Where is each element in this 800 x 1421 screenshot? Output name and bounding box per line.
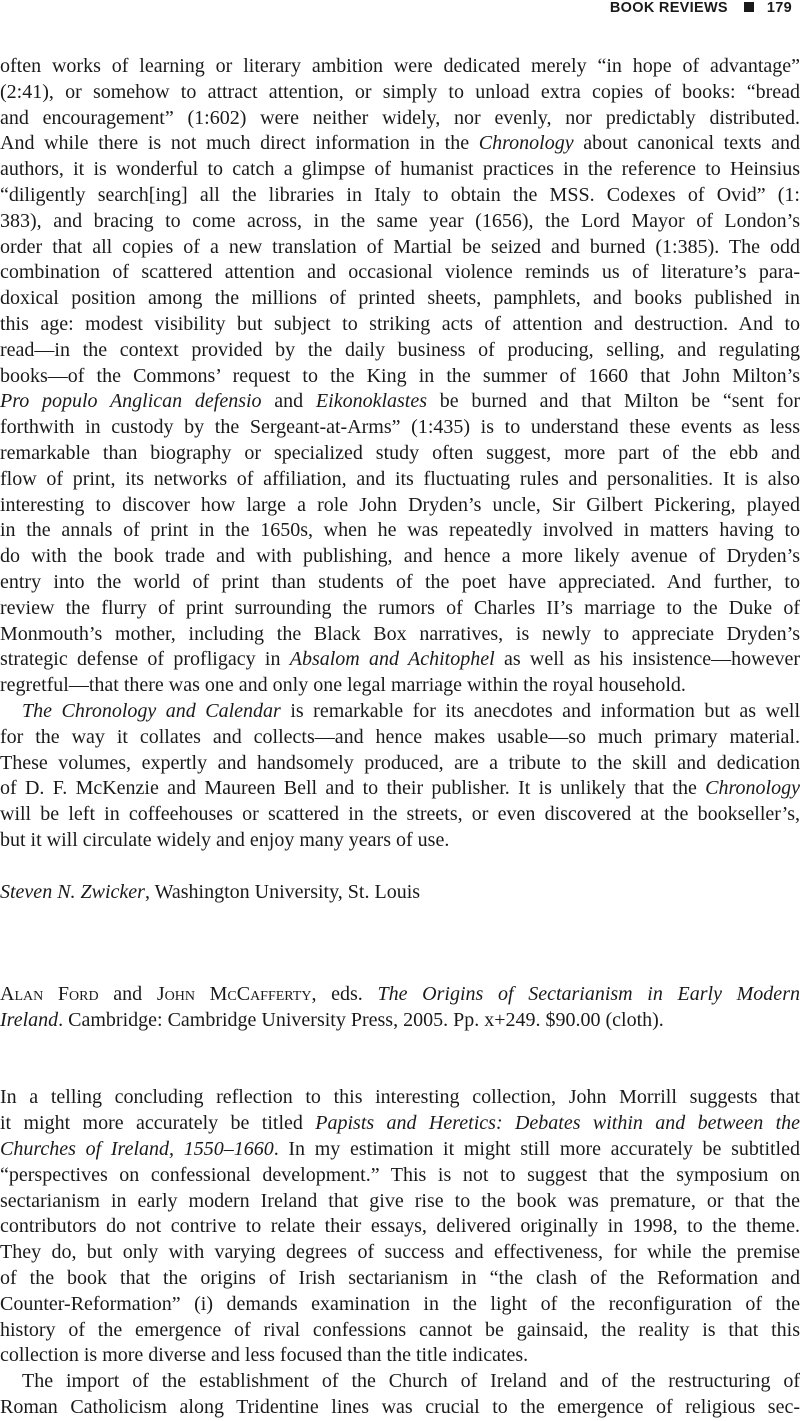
- text-line: sectarianism in early modern Ireland that give rise to the book was premature, or that the: [0, 1189, 800, 1212]
- text-line: will be left in coffeehouses or scattered in the streets, or even discovered at the bookseller’s,: [0, 803, 800, 826]
- editor-name: John McCafferty: [156, 983, 312, 1006]
- text-line: combination of scattered attention and occasional violence reminds us of literature’s para-: [0, 261, 800, 284]
- text-line: often works of learning or literary ambition were dedicated merely “in hope of advantage”: [0, 55, 800, 77]
- reviewer-affiliation: , Washington University, St. Louis: [144, 880, 421, 903]
- text-line: Roman Catholicism along Tridentine lines was crucial to the emergence of religious sec-: [0, 1396, 800, 1419]
- text-line: The import of the establishment of the Church of Ireland and of the restructuring of: [22, 1370, 800, 1393]
- book-title: The Origins of Sectarianism in Early Modern: [377, 983, 800, 1006]
- review-2-paragraph-2: [0, 1369, 800, 1421]
- text-line: read—in the context provided by the daily business of producing, selling, and regulating: [0, 338, 800, 361]
- text-line: In a telling concluding reflection to this interesting collection, John Morrill suggests that: [0, 1086, 800, 1109]
- text-line: but it will circulate widely and enjoy many years of use.: [0, 828, 450, 851]
- text-line: And while there is not much direct information in the Chronology about canonical texts and: [0, 132, 800, 155]
- text-line: do with the book trade and with publishing, and hence a more likely avenue of Dryden’s: [0, 545, 800, 568]
- page-number: 179: [766, 0, 792, 16]
- italic-title: Chronology: [705, 777, 800, 800]
- text-line: (2:41), or somehow to attract attention, or simply to unload extra copies of books: “bread: [0, 80, 800, 103]
- text-line: history of the emergence of rival confessions cannot be gainsaid, the reality is that this: [0, 1318, 800, 1341]
- text-line: Counter-Reformation” (i) demands examination in the light of the reconfiguration of the: [0, 1292, 800, 1315]
- text-line: authors, it is wonderful to catch a glimpse of humanist practices in the reference to Heinsius: [0, 158, 800, 181]
- italic-title: Pro populo Anglican defensio: [0, 390, 262, 413]
- text-line: regretful—that there was one and only one legal marriage within the royal household.: [0, 674, 686, 697]
- running-head: [610, 0, 792, 22]
- text-line: of D. F. McKenzie and Maureen Bell and to their publisher. It is unlikely that the Chronology: [0, 777, 800, 800]
- text-line: contributors do not contrive to relate their essays, delivered originally in 1998, to the theme.: [0, 1215, 800, 1238]
- text-line: and encouragement” (1:602) were neither widely, nor evenly, nor predictably distributed.: [0, 106, 800, 129]
- reviewer-signature: [0, 880, 800, 906]
- square-separator-icon: [744, 2, 754, 12]
- text-line: The Chronology and Calendar is remarkable for its anecdotes and information but as well: [22, 699, 800, 722]
- text-line: review the flurry of print surrounding the rumors of Charles II’s marriage to the Duke of: [0, 596, 800, 619]
- text-line: forthwith in custody by the Sergeant-at-Arms” (1:435) is to understand these events as less: [0, 416, 800, 439]
- italic-title: Papists and Heretics: Debates within and between the: [315, 1112, 800, 1135]
- reviewer-name: Steven N. Zwicker: [0, 880, 145, 903]
- text-line: strategic defense of profligacy in Absalom and Achitophel as well as his insistence—however: [0, 648, 800, 671]
- article-body: [0, 54, 800, 1421]
- text-line: These volumes, expertly and handsomely produced, are a tribute to the skill and dedication: [0, 751, 800, 774]
- text-line: Alan Ford and John McCafferty, eds. The Origins of Sectarianism in Early Modern: [0, 983, 800, 1006]
- spacer: [0, 854, 800, 880]
- section-title: BOOK REVIEWS: [609, 0, 728, 16]
- text-line: They do, but only with varying degrees of success and effectiveness, for while the premise: [0, 1241, 800, 1264]
- italic-title: Eikonoklastes: [315, 390, 428, 413]
- text-line: it might more accurately be titled Papists and Heretics: Debates within and between the: [0, 1112, 800, 1135]
- italic-title: The Chronology and Calendar: [22, 699, 281, 722]
- spacer: [0, 905, 800, 982]
- book-title: Ireland: [0, 1009, 59, 1032]
- text-line: doxical position among the millions of printed sheets, pamphlets, and books published in: [0, 287, 800, 310]
- text-line: in the annals of print in the 1650s, when he was repeatedly involved in matters having to: [0, 519, 800, 542]
- text-line: interesting to discover how large a role John Dryden’s uncle, Sir Gilbert Pickering, played: [0, 493, 800, 516]
- text-line: for the way it collates and collects—and hence makes usable—so much primary material.: [0, 725, 800, 748]
- italic-title: Chronology: [478, 132, 574, 155]
- review-1-paragraph-2: [0, 699, 800, 854]
- text-line: Monmouth’s mother, including the Black Box narratives, is newly to appreciate Dryden’s: [0, 622, 800, 645]
- review-2-paragraph-1: [0, 1085, 800, 1369]
- review-2-heading: [0, 982, 800, 1034]
- text-line: entry into the world of print than students of the poet have appreciated. And further, to: [0, 570, 800, 593]
- text-line: order that all copies of a new translation of Martial be seized and burned (1:385). The odd: [0, 235, 800, 258]
- text-line: remarkable than biography or specialized study often suggest, more part of the ebb and: [0, 441, 800, 464]
- italic-title: Absalom and Achitophel: [289, 648, 495, 671]
- text-line: [0, 1008, 800, 1034]
- review-1-paragraph-1: [0, 54, 800, 699]
- publication-details: . Cambridge: Cambridge University Press, 2005. Pp. x+249. $90.00 (cloth).: [58, 1009, 664, 1032]
- text-line: “perspectives on confessional development.” This is not to suggest that the symposium on: [0, 1163, 800, 1186]
- text-line: books—of the Commons’ request to the King in the summer of 1660 that John Milton’s: [0, 364, 800, 387]
- text-line: this age: modest visibility but subject to striking acts of attention and destruction. And to: [0, 312, 800, 335]
- spacer: [0, 1034, 800, 1086]
- text-line: flow of print, its networks of affiliation, and its fluctuating rules and personalities. It is also: [0, 467, 800, 490]
- text-line: Pro populo Anglican defensio and Eikonoklastes be burned and that Milton be “sent for: [0, 390, 800, 413]
- text-line: “diligently search[ing] all the libraries in Italy to obtain the MSS. Codexes of Ovid” (1:: [0, 183, 800, 206]
- editor-name: Alan Ford: [0, 983, 99, 1006]
- italic-title: Churches of Ireland, 1550–1660: [0, 1138, 274, 1161]
- text-line: Churches of Ireland, 1550–1660. In my estimation it might still more accurately be subtitled: [0, 1138, 800, 1161]
- text-line: of the book that the origins of Irish sectarianism in “the clash of the Reformation and: [0, 1267, 800, 1290]
- text-line: 383), and bracing to come across, in the same year (1656), the Lord Mayor of London’s: [0, 209, 800, 232]
- text-line: collection is more diverse and less focused than the title indicates.: [0, 1344, 529, 1367]
